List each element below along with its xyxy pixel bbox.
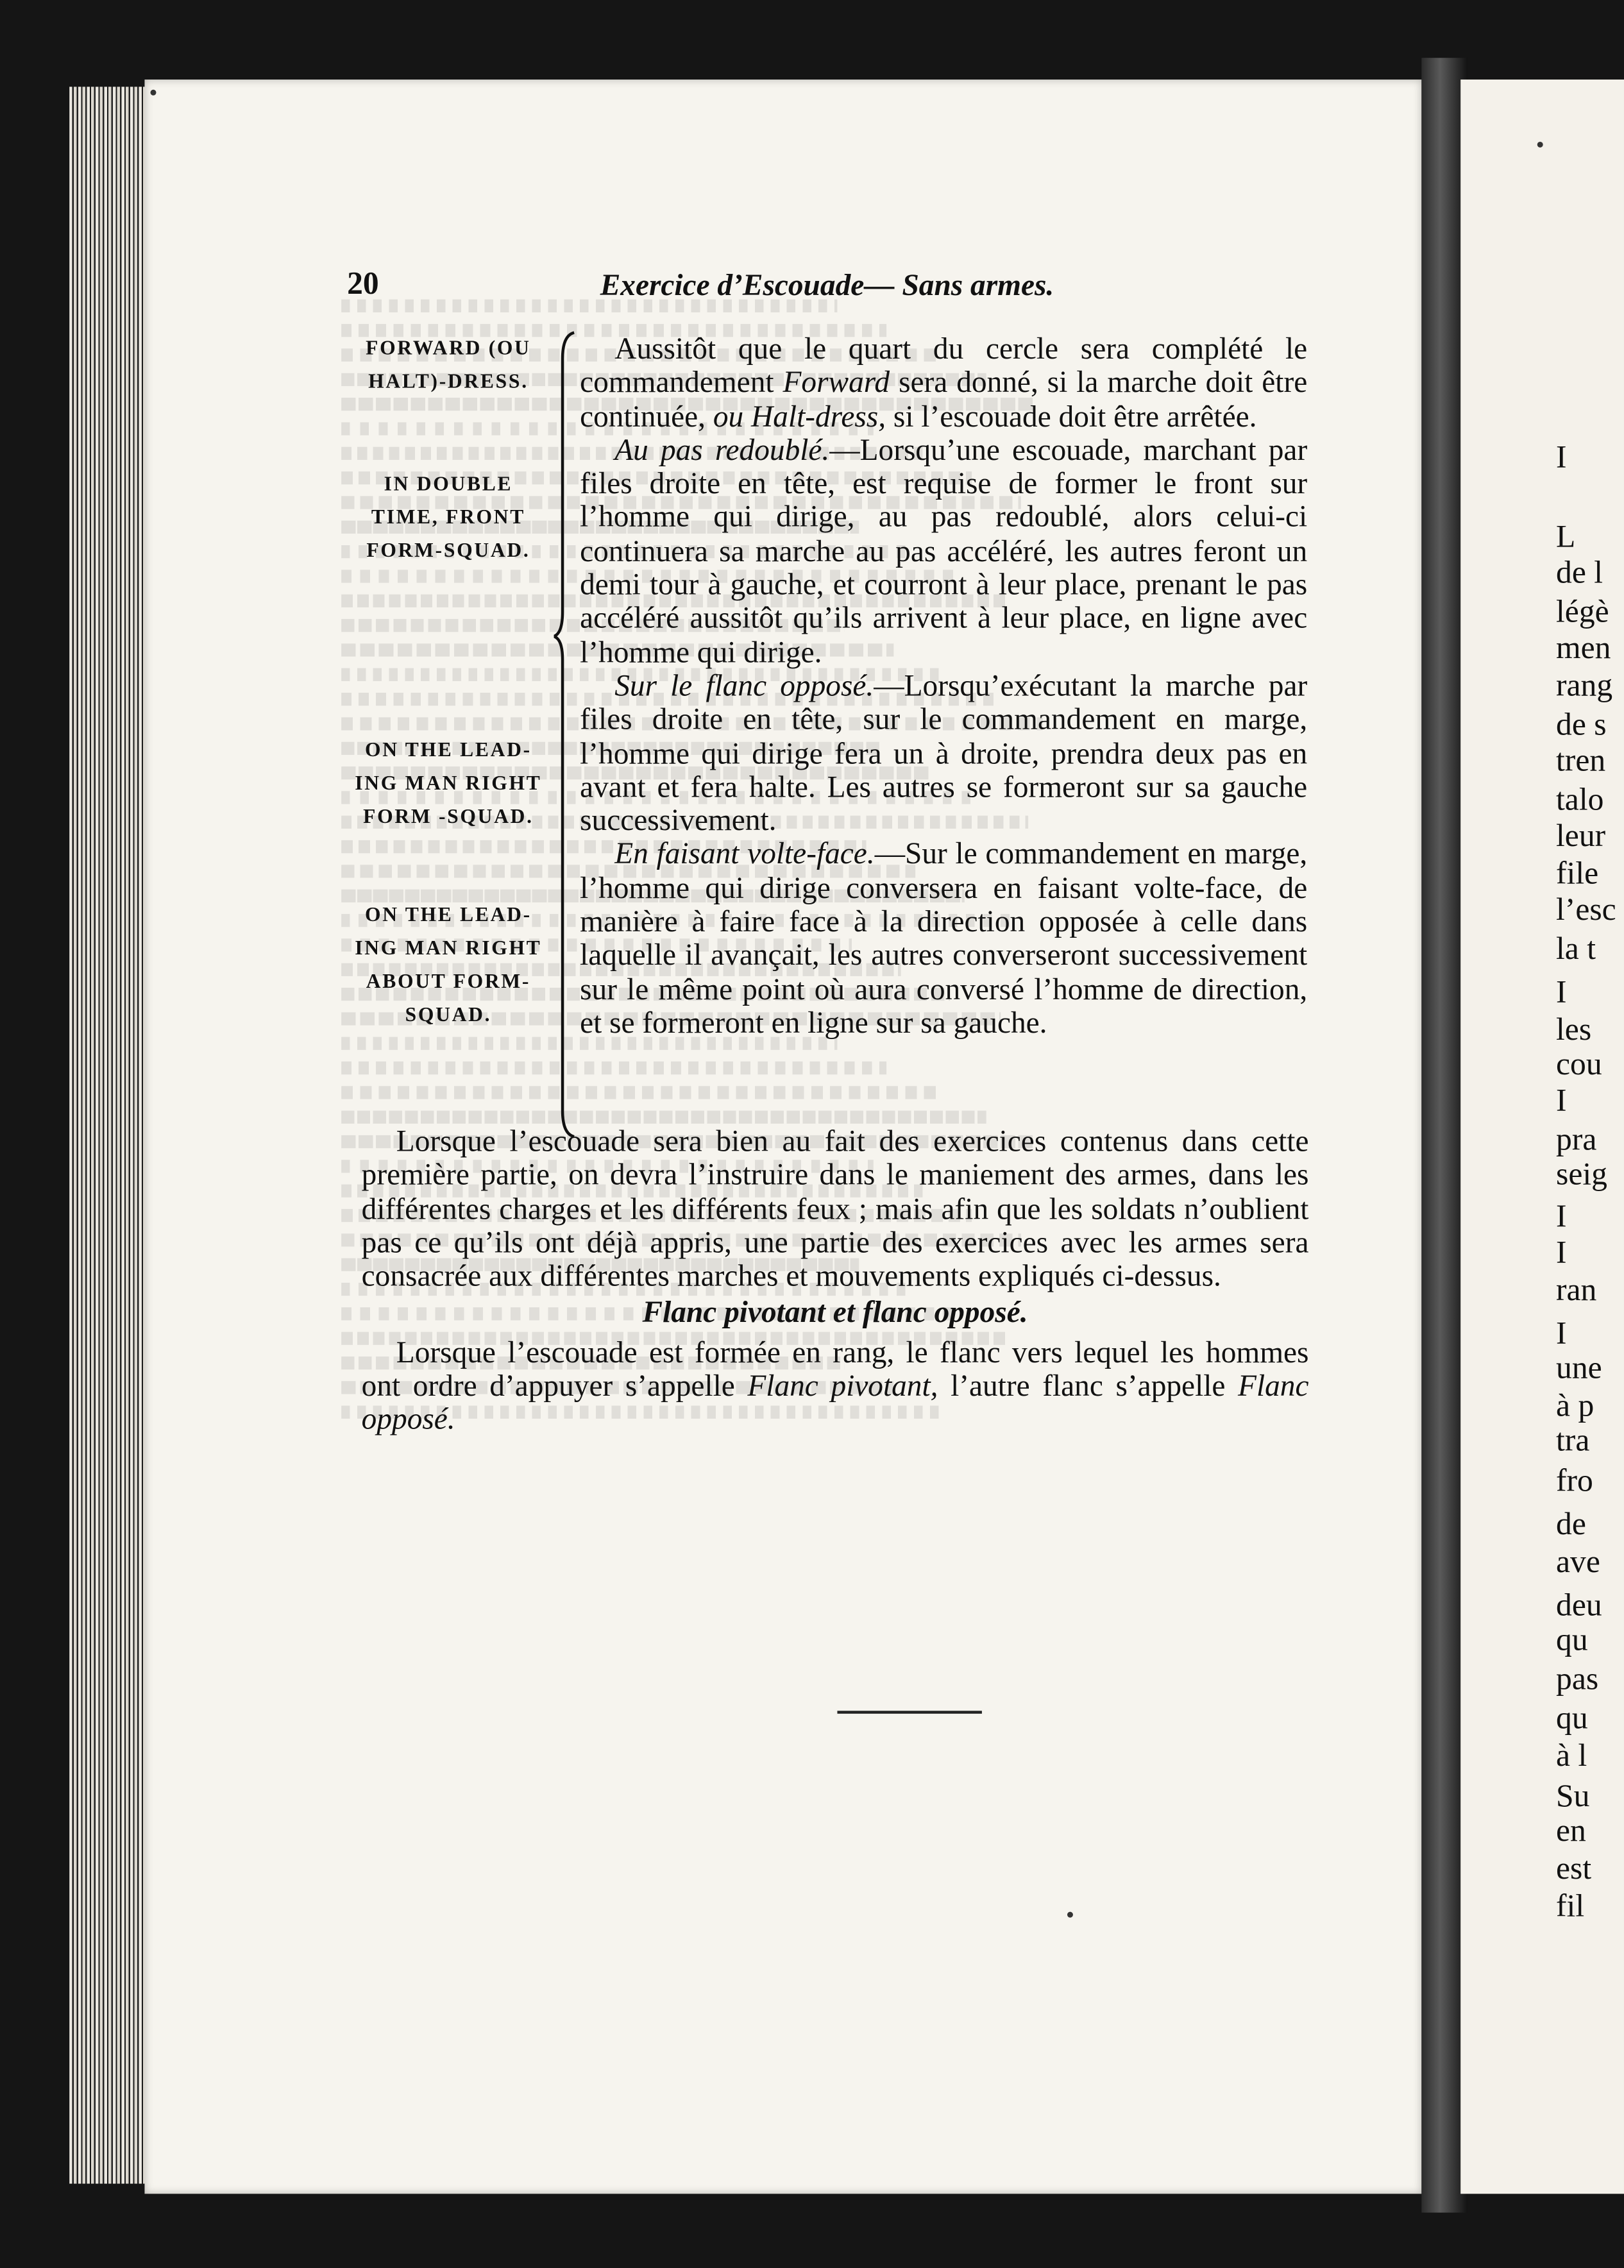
facing-page-fragment: les <box>1556 1011 1592 1047</box>
facing-page-fragment: de <box>1556 1505 1586 1542</box>
facing-page-fragment: leur <box>1556 817 1606 854</box>
facing-page-fragment: Su <box>1556 1777 1590 1814</box>
facing-page-fragment: qu <box>1556 1699 1588 1736</box>
facing-page-fragment: cou <box>1556 1045 1602 1082</box>
facing-page-fragment: ave <box>1556 1543 1600 1580</box>
facing-page-fragment: légè <box>1556 593 1609 629</box>
facing-page-fragment: à p <box>1556 1387 1594 1423</box>
margin-brace <box>554 330 583 1140</box>
facing-page-fragment: talo <box>1556 781 1604 817</box>
paragraph-flanc-oppose: Sur le flanc opposé.—Lorsqu’exécutant la marche par files droite en tête, sur le commandement en marge, l’homme qui dirige fera un à droite, prendra deux pas en avant et fera halte. Les autres se formeront sur sa gauche successivement. <box>580 668 1308 838</box>
running-title: Exercice d’Escouade— Sans armes. <box>600 267 1054 303</box>
facing-page-fragment: seig <box>1556 1155 1607 1192</box>
facing-page-fragment: à l <box>1556 1736 1587 1773</box>
facing-page-fragment: de l <box>1556 554 1603 590</box>
facing-page-fragment: I <box>1556 438 1567 475</box>
facing-page-fragment: une <box>1556 1349 1602 1385</box>
margin-note-forward-dress: FORWARD (OU HALT)-DRESS. <box>366 338 531 394</box>
bleed-through-line <box>341 1086 936 1099</box>
facing-page-fragment: L <box>1556 518 1576 554</box>
facing-page-fragment: ran <box>1556 1271 1597 1308</box>
facing-page-fragment: tren <box>1556 741 1606 779</box>
facing-page-fragment: pas <box>1556 1660 1599 1697</box>
paragraph-forward: Aussitôt que le quart du cercle sera complété le commandement Forward sera donné, si la marche doit être continuée, ou Halt-dress, si l’escouade doit être arrêtée. <box>580 331 1308 434</box>
facing-page-fragment: en <box>1556 1812 1586 1849</box>
end-rule <box>837 1711 981 1714</box>
body-text-full-width <box>362 1125 1309 1437</box>
facing-page-edge <box>1460 80 1624 2194</box>
facing-page-fragment: I <box>1556 1233 1567 1270</box>
facing-page-fragment: deu <box>1556 1586 1602 1623</box>
margin-note-right-form: ON THE LEAD-ING MAN RIGHT FORM -SQUAD. <box>355 740 542 829</box>
paragraph-maniement: Lorsque l’escouade sera bien au fait des exercices contenus dans cette première partie, on devra l’instruire dans le maniement des armes, dans les différentes charges et les différents feux ; mais afin que les soldats n’oublient pas ce qu’ils ont déjà appris, une partie des exercices avec les armes sera consacrée aux différentes marches et mouvements expliqués ci-dessus. <box>361 1123 1309 1294</box>
facing-page-fragment: rang <box>1556 666 1613 703</box>
facing-page-fragment: la t <box>1556 929 1596 967</box>
facing-page-fragment: de s <box>1556 706 1607 742</box>
body-text-indented <box>580 333 1307 1040</box>
scan-speck <box>150 90 156 96</box>
margin-note-double-time: IN DOUBLE TIME, FRONT FORM-SQUAD. <box>366 474 530 563</box>
facing-page-fragment: tra <box>1556 1421 1590 1458</box>
facing-page-fragment: fil <box>1556 1887 1585 1924</box>
bleed-through-line <box>341 1062 887 1074</box>
paragraph-flanc-pivotant: Lorsque l’escouade est formée en rang, le flanc vers lequel les hommes ont ordre d’appuyer s’appelle Flanc pivotant, l’autre flanc s’appelle Flanc opposé. <box>361 1334 1309 1437</box>
facing-page-fragment: pra <box>1556 1121 1597 1157</box>
facing-page-fragment: I <box>1556 1081 1567 1118</box>
facing-page-fragment: I <box>1556 1314 1567 1351</box>
paragraph-pas-redouble: Au pas redoublé.—Lorsqu’une escouade, marchant par files droite en tête, est requise de former le front sur l’homme qui dirige, au pas redoublé, alors celui-ci continuera sa marche au pas accéléré, les autres feront un demi tour à gauche, et courront à leur place, prenant le pas accéléré aussitôt qu’ils arrivent à leur place, en ligne avec l’homme qui dirige. <box>580 432 1308 670</box>
paragraph-volte-face: En faisant volte-face.—Sur le commandement en marge, l’homme qui dirige conversera en faisant volte-face, de manière à faire face à la direction opposée à celle dans laquelle il avançait, les autres converseront successivement sur le même point où aura conversé l’homme de direction, et se formeront en ligne sur sa gauche. <box>580 836 1308 1040</box>
section-subheading: Flanc pivotant et flanc opposé. <box>642 1295 1028 1330</box>
facing-page-fragment: I <box>1556 973 1567 1010</box>
facing-page-fragment: men <box>1556 629 1611 666</box>
facing-page-fragment: I <box>1556 1197 1567 1234</box>
scan-speck <box>1537 142 1543 148</box>
facing-page-fragment: l’esc <box>1556 890 1616 927</box>
facing-page-fragment: fro <box>1556 1462 1593 1498</box>
facing-page-fragment: file <box>1556 854 1599 891</box>
facing-page-fragment: qu <box>1556 1621 1588 1657</box>
margin-note-right-about: ON THE LEAD-ING MAN RIGHT ABOUT FORM-SQUAD. <box>355 905 542 1027</box>
bleed-through-line <box>341 1111 986 1124</box>
running-head <box>347 265 1087 311</box>
page-number: 20 <box>347 264 379 301</box>
scan-speck <box>1067 1912 1073 1918</box>
facing-page-fragment: est <box>1556 1849 1592 1886</box>
